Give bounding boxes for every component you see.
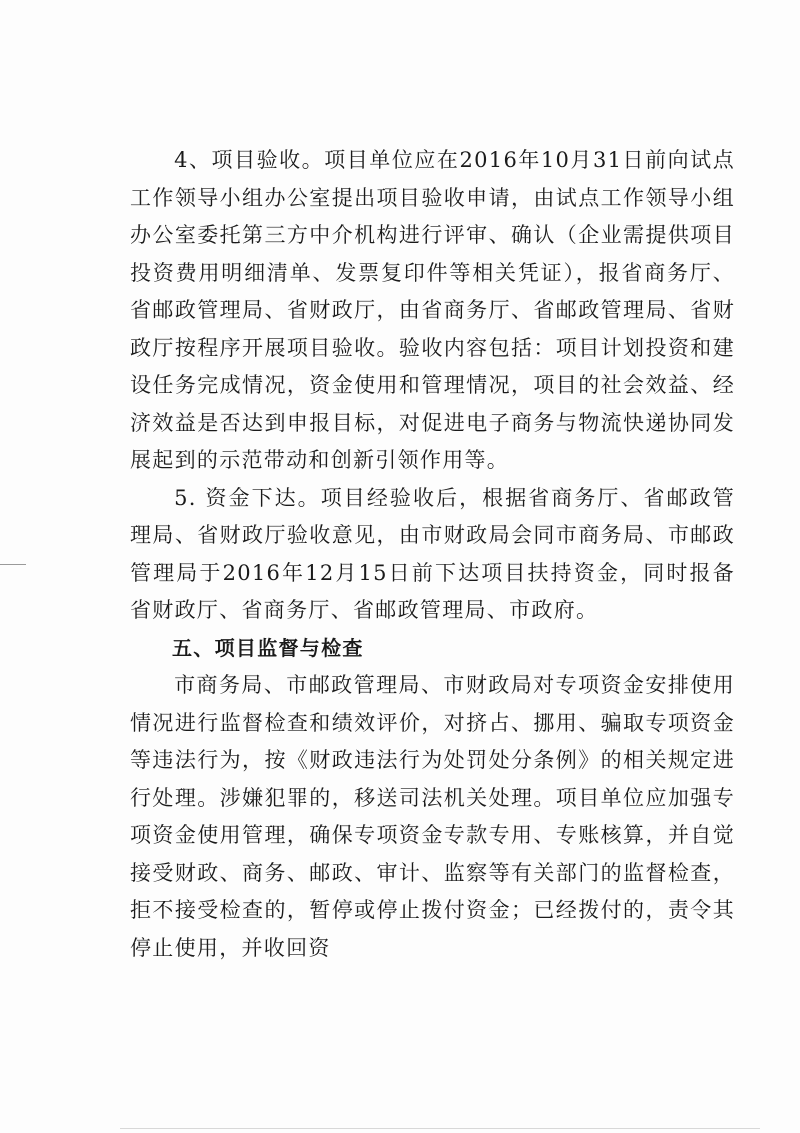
paragraph-funds-release: 5. 资金下达。项目经验收后，根据省商务厅、省邮政管理局、省财政厅验收意见，由市财政局会同市商务局、市邮政管理局于2016年12月15日前下达项目扶持资金，同时报备省财政厅、省商务厅、省邮政管理局、市政府。 (130, 485, 735, 622)
section-heading-supervision: 五、项目监督与检查 (172, 635, 364, 660)
footer-rule (120, 1128, 760, 1129)
paragraph-supervision: 市商务局、市邮政管理局、市财政局对专项资金安排使用情况进行监督检查和绩效评价，对挤占、挪用、骗取专项资金等违法行为，按《财政违法行为处罚处分条例》的相关规定进行处理。涉嫌犯罪的，移送司法机关处理。项目单位应加强专项资金使用管理，确保专项资金专款专用、专账核算，并自觉接受财政、商务、邮政、审计、监察等有关部门的监督检查，拒不接受检查的，暂停或停止拨付资金；已经拨付的，责令其停止使用，并收回资 (130, 673, 735, 960)
paragraph-project-acceptance: 4、项目验收。项目单位应在2016年10月31日前向试点工作领导小组办公室提出项目验收申请，由试点工作领导小组办公室委托第三方中介机构进行评审、确认（企业需提供项目投资费用明细清单、发票复印件等相关凭证），报省商务厅、省邮政管理局、省财政厅，由省商务厅、省邮政管理局、省财政厅按程序开展项目验收。验收内容包括：项目计划投资和建设任务完成情况，资金使用和管理情况，项目的社会效益、经济效益是否达到申报目标，对促进电子商务与物流快递协同发展起到的示范带动和创新引领作用等。 (130, 148, 735, 472)
margin-mark (0, 564, 26, 565)
document-body (130, 142, 735, 967)
